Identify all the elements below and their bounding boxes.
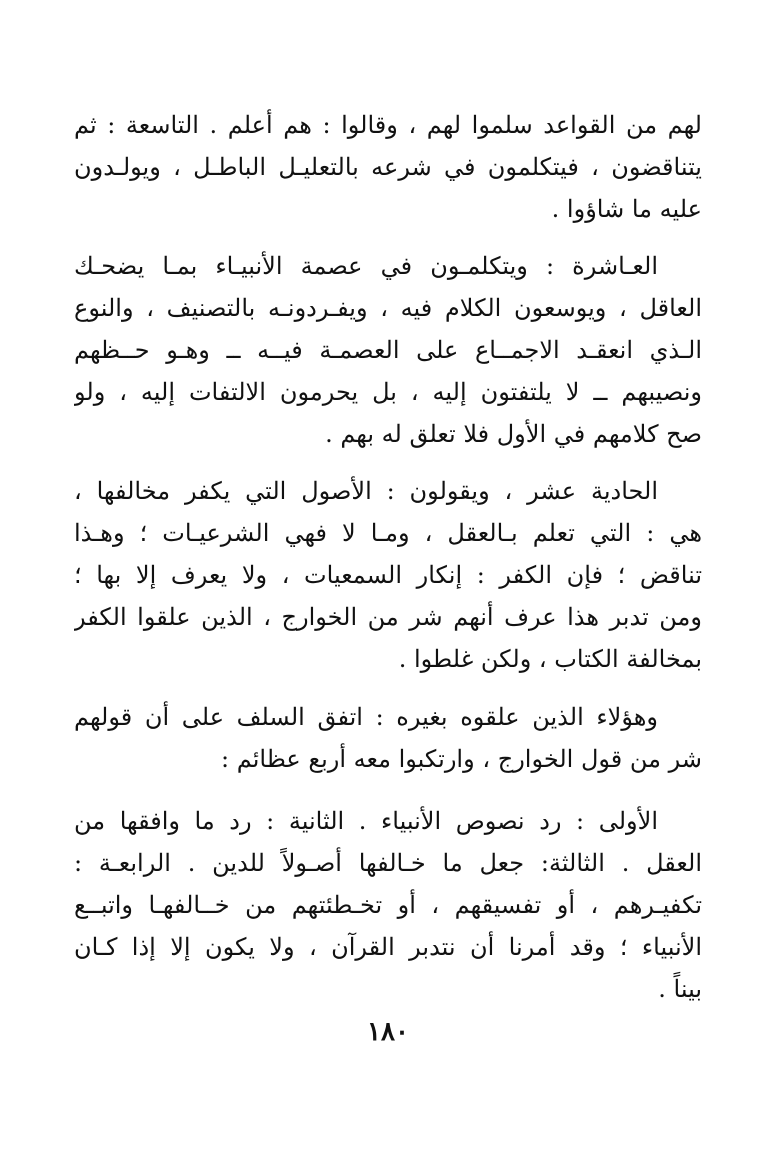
paragraph-ninth-point xyxy=(74,104,702,230)
text-line: تناقض ؛ فإن الكفر : إنكار السمعيات ، ولا يعرف إلا بها ؛ xyxy=(74,561,702,589)
text-line: يتناقضون ، فيتكلمون في شرعه بالتعليـل الباطـل ، ويولـدون xyxy=(74,153,702,181)
text-line: الـذي انعقـد الاجمــاع على العصمـة فيــه ــ وهـو حــظهم xyxy=(74,336,702,364)
text-line: عليه ما شاؤوا . xyxy=(551,195,702,223)
paragraph-four-grave-matters xyxy=(74,696,702,780)
text-line: الأولى : رد نصوص الأنبياء . الثانية : رد ما وافقها من xyxy=(74,807,658,835)
text-line: ونصيبهم ــ لا يلتفتون إليه ، بل يحرمون الالتفات إليه ، ولو xyxy=(74,378,702,406)
book-page xyxy=(74,0,702,1172)
text-line: صح كلامهم في الأول فلا تعلق له بهم . xyxy=(325,420,702,448)
text-line: الأنبياء ؛ وقد أمرنا أن نتدبر القرآن ، ولا يكون إلا إذا كـان xyxy=(74,933,702,961)
text-line: الحادية عشر ، ويقولون : الأصول التي يكفر مخالفها ، xyxy=(74,477,658,505)
paragraph-eleventh-point xyxy=(74,470,702,680)
text-line: شر من قول الخوارج ، وارتكبوا معه أربع عظائم : xyxy=(221,745,702,773)
page-number: ١٨٠ xyxy=(367,1017,409,1047)
paragraph-tenth-point xyxy=(74,245,702,455)
text-line: العاقل ، ويوسعون الكلام فيه ، ويفـردونـه بالتصنيف ، والنوع xyxy=(74,294,702,322)
text-line: لهم من القواعد سلموا لهم ، وقالوا : هم أعلم . التاسعة : ثم xyxy=(74,111,702,139)
text-line: العـاشرة : ويتكلمـون في عصمة الأنبيـاء بمـا يضحـك xyxy=(74,252,658,280)
text-line: بيناً . xyxy=(658,975,702,1003)
text-line: بمخالفة الكتاب ، ولكن غلطوا . xyxy=(398,645,702,673)
paragraph-enumeration xyxy=(74,800,702,1010)
text-line: العقل . الثالثة: جعل ما خـالفها أصـولاً للدين . الرابعـة : xyxy=(74,849,702,877)
text-line: هي : التي تعلم بـالعقل ، ومـا لا فهي الشرعيـات ؛ وهـذا xyxy=(74,519,702,547)
text-line: ومن تدبر هذا عرف أنهم شر من الخوارج ، الذين علقوا الكفر xyxy=(74,603,702,631)
text-line: تكفيـرهم ، أو تفسيقهم ، أو تخـطئتهم من خــالفهـا واتبــع xyxy=(74,891,702,919)
text-line: وهؤلاء الذين علقوه بغيره : اتفق السلف على أن قولهم xyxy=(74,703,658,731)
